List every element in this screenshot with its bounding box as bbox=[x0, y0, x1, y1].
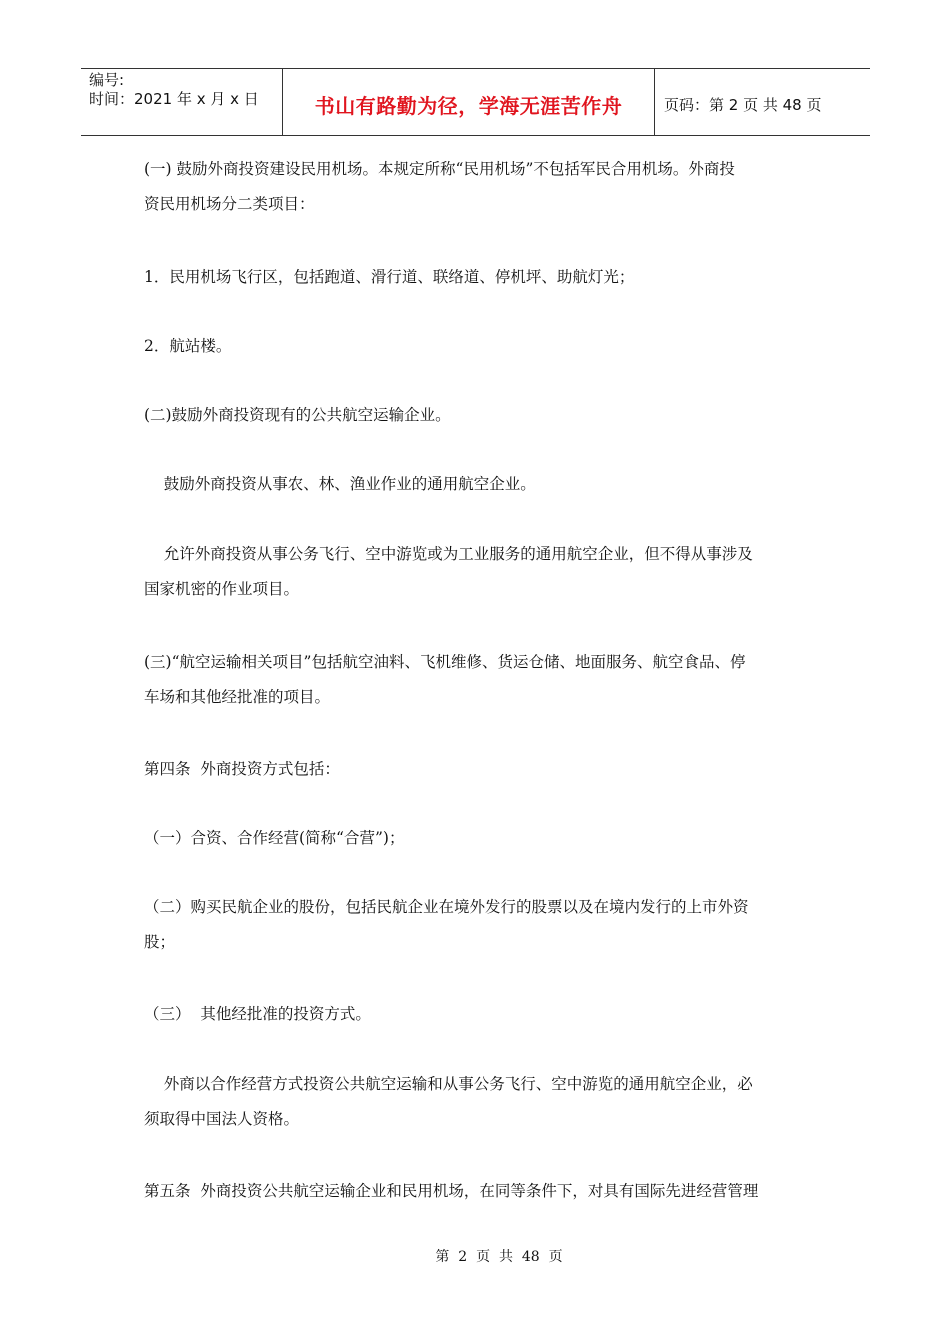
text-line: 第四条 外商投资方式包括： bbox=[144, 760, 340, 778]
text-line: 2．航站楼。 bbox=[144, 337, 232, 355]
text-line: （三） 其他经批准的投资方式。 bbox=[144, 1005, 371, 1023]
text-line: 允许外商投资从事公务飞行、空中游览或为工业服务的通用航空企业，但不得从事涉及 bbox=[144, 545, 753, 563]
header-meta-cell bbox=[81, 69, 283, 135]
paragraph-general-aviation-encourage bbox=[144, 467, 814, 502]
document-time-label: 时间：2021 年 x 月 x 日 bbox=[89, 90, 259, 108]
paragraph-airport-investment bbox=[144, 152, 814, 222]
header-page-info: 页码：第 2 页 共 48 页 bbox=[664, 95, 822, 114]
paragraph-item-1 bbox=[144, 260, 814, 295]
paragraph-related-projects bbox=[144, 645, 814, 715]
paragraph-legal-person bbox=[144, 1067, 814, 1137]
header-motto: 书山有路勤为径，学海无涯苦作舟 bbox=[283, 69, 655, 135]
text-line: （一）合资、合作经营(简称“合营”)； bbox=[144, 829, 405, 847]
paragraph-method-2 bbox=[144, 890, 814, 960]
article-5-paragraph bbox=[144, 1174, 814, 1209]
text-line: 股； bbox=[144, 933, 176, 951]
text-line: 车场和其他经批准的项目。 bbox=[144, 688, 331, 706]
text-line: 外商以合作经营方式投资公共航空运输和从事公务飞行、空中游览的通用航空企业，必 bbox=[144, 1075, 753, 1093]
document-number-label: 编号: bbox=[89, 71, 125, 89]
paragraph-item-2 bbox=[144, 329, 814, 364]
text-line: 1．民用机场飞行区，包括跑道、滑行道、联络道、停机坪、助航灯光； bbox=[144, 268, 635, 286]
text-line: 鼓励外商投资从事农、林、渔业作业的通用航空企业。 bbox=[144, 475, 536, 493]
text-line: 资民用机场分二类项目： bbox=[144, 195, 315, 213]
paragraph-method-3 bbox=[144, 997, 814, 1032]
text-line: 国家机密的作业项目。 bbox=[144, 580, 300, 598]
paragraph-general-aviation-allow bbox=[144, 537, 814, 607]
article-4-heading bbox=[144, 752, 814, 787]
page-footer: 第 2 页 共 48 页 bbox=[435, 1249, 563, 1265]
text-line: (三)“航空运输相关项目”包括航空油料、飞机维修、货运仓储、地面服务、航空食品、停 bbox=[144, 653, 746, 671]
paragraph-public-transport bbox=[144, 398, 814, 433]
text-line: （二）购买民航企业的股份，包括民航企业在境外发行的股票以及在境内发行的上市外资 bbox=[144, 898, 749, 916]
document-header bbox=[81, 68, 870, 136]
paragraph-method-1 bbox=[144, 821, 814, 856]
text-line: 第五条 外商投资公共航空运输企业和民用机场，在同等条件下，对具有国际先进经营管理 bbox=[144, 1182, 759, 1200]
text-line: 须取得中国法人资格。 bbox=[144, 1110, 300, 1128]
text-line: (二)鼓励外商投资现有的公共航空运输企业。 bbox=[144, 406, 451, 424]
text-line: (一) 鼓励外商投资建设民用机场。本规定所称“民用机场”不包括军民合用机场。外商投 bbox=[144, 160, 735, 178]
